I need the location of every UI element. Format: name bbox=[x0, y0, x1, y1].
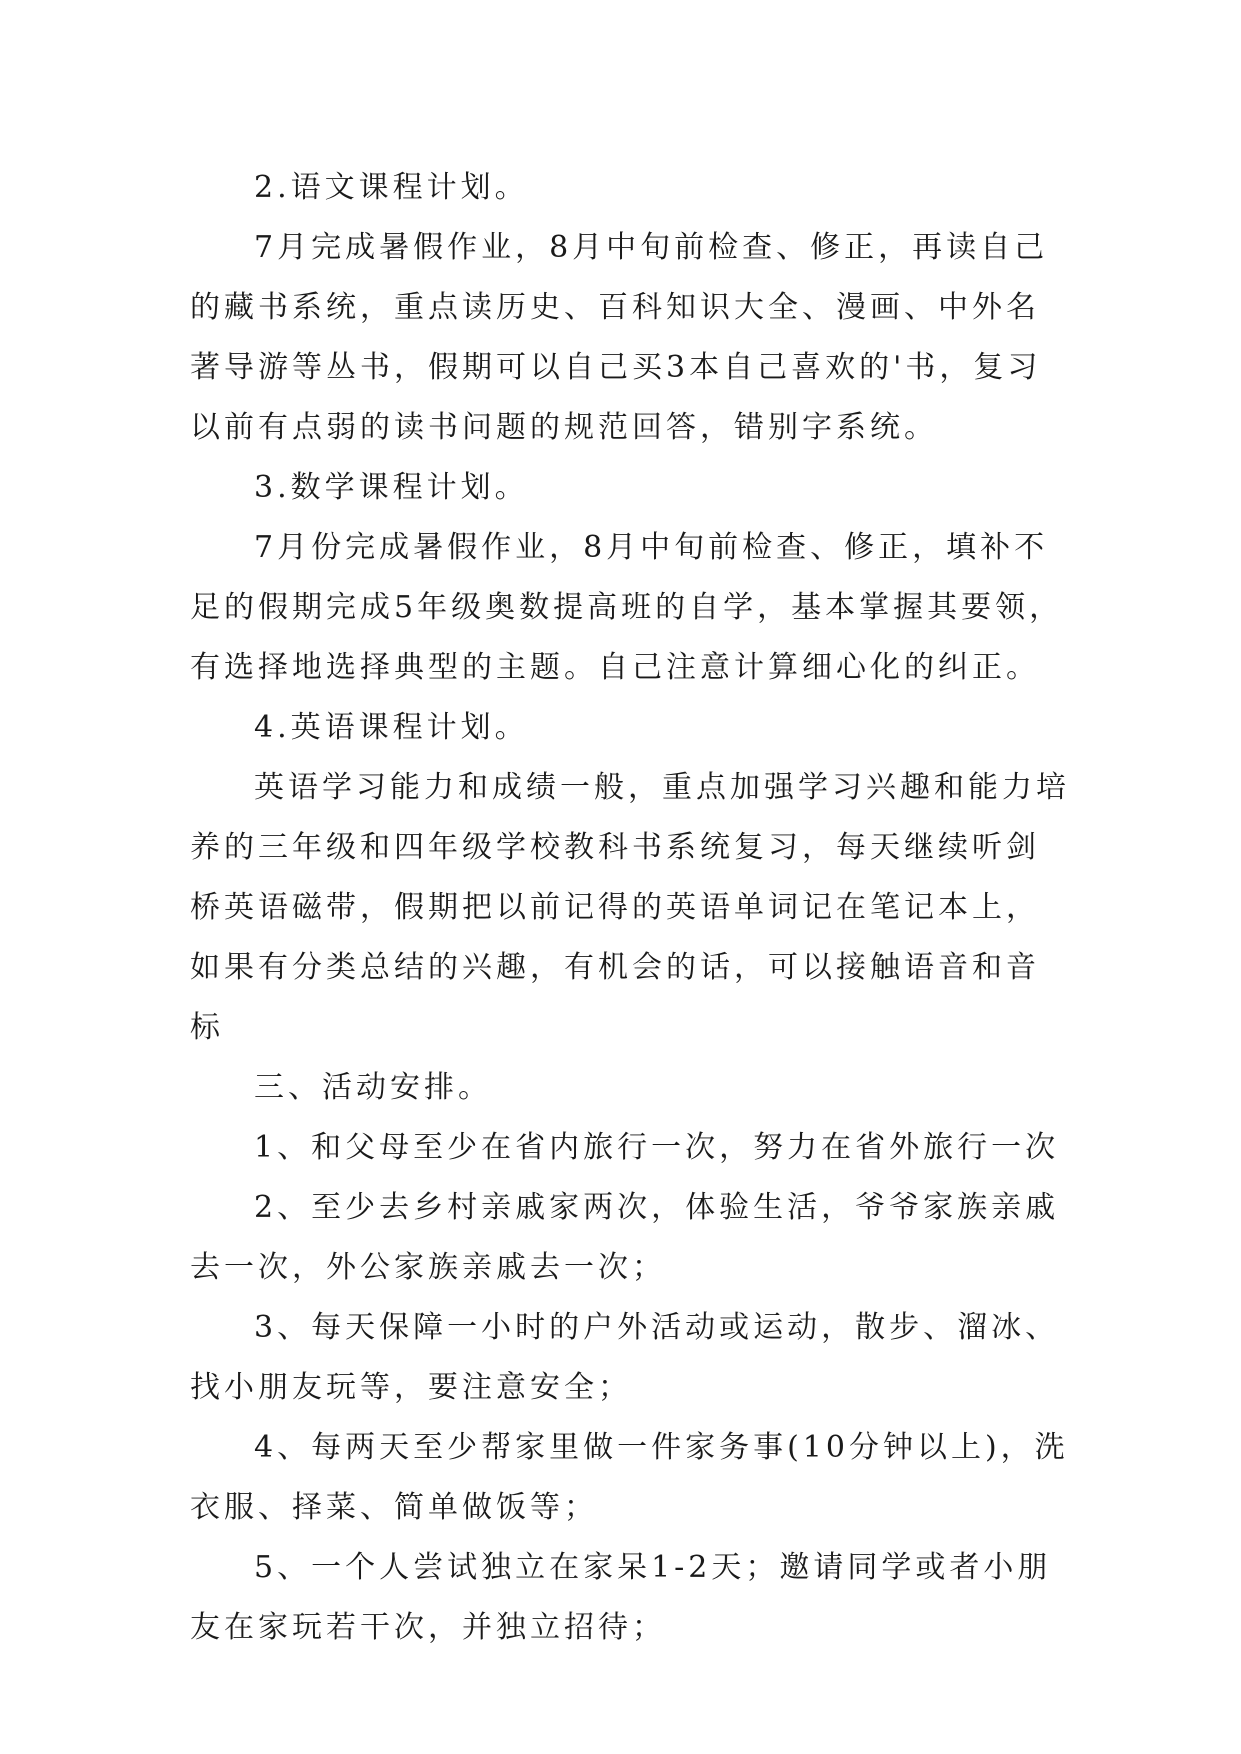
paragraph-math-plan-heading: 3.数学课程计划。 bbox=[254, 470, 529, 505]
paragraph-math-plan-body: 7月份完成暑假作业，8月中旬前检查、修正，填补不足的假期完成5年级奥数提高班的自学，基本掌握其要领，有选择地选择典型的主题。自己注意计算细心化的纠正。 bbox=[190, 530, 1064, 685]
paragraph-english-plan-heading: 4.英语课程计划。 bbox=[254, 710, 529, 745]
paragraph-activity-2: 2、至少去乡村亲戚家两次，体验生活，爷爷家族亲戚去一次，外公家族亲戚去一次； bbox=[190, 1190, 1060, 1285]
paragraph-activity-4: 4、每两天至少帮家里做一件家务事(10分钟以上)，洗衣服、择菜、简单做饭等； bbox=[190, 1430, 1069, 1525]
paragraph-chinese-plan-heading: 2.语文课程计划。 bbox=[254, 170, 529, 205]
paragraph-activity-heading: 三、活动安排。 bbox=[254, 1070, 492, 1105]
paragraph-activity-5: 5、一个人尝试独立在家呆1-2天；邀请同学或者小朋友在家玩若干次，并独立招待； bbox=[190, 1550, 1052, 1645]
paragraph-activity-1: 1、和父母至少在省内旅行一次，努力在省外旅行一次 bbox=[254, 1130, 1060, 1165]
document-body bbox=[190, 158, 1070, 1658]
paragraph-english-plan-body: 英语学习能力和成绩一般，重点加强学习兴趣和能力培养的三年级和四年级学校教科书系统复习，每天继续听剑桥英语磁带，假期把以前记得的英语单词记在笔记本上，如果有分类总结的兴趣，有机会的话，可以接触语音和音标 bbox=[190, 770, 1070, 1045]
paragraph-activity-3: 3、每天保障一小时的户外活动或运动，散步、溜冰、找小朋友玩等，要注意安全； bbox=[190, 1310, 1060, 1405]
paragraph-chinese-plan-body: 7月完成暑假作业，8月中旬前检查、修正，再读自己的藏书系统，重点读历史、百科知识大全、漫画、中外名著导游等丛书，假期可以自己买3本自己喜欢的'书，复习以前有点弱的读书问题的规范回答，错别字系统。 bbox=[190, 230, 1049, 445]
